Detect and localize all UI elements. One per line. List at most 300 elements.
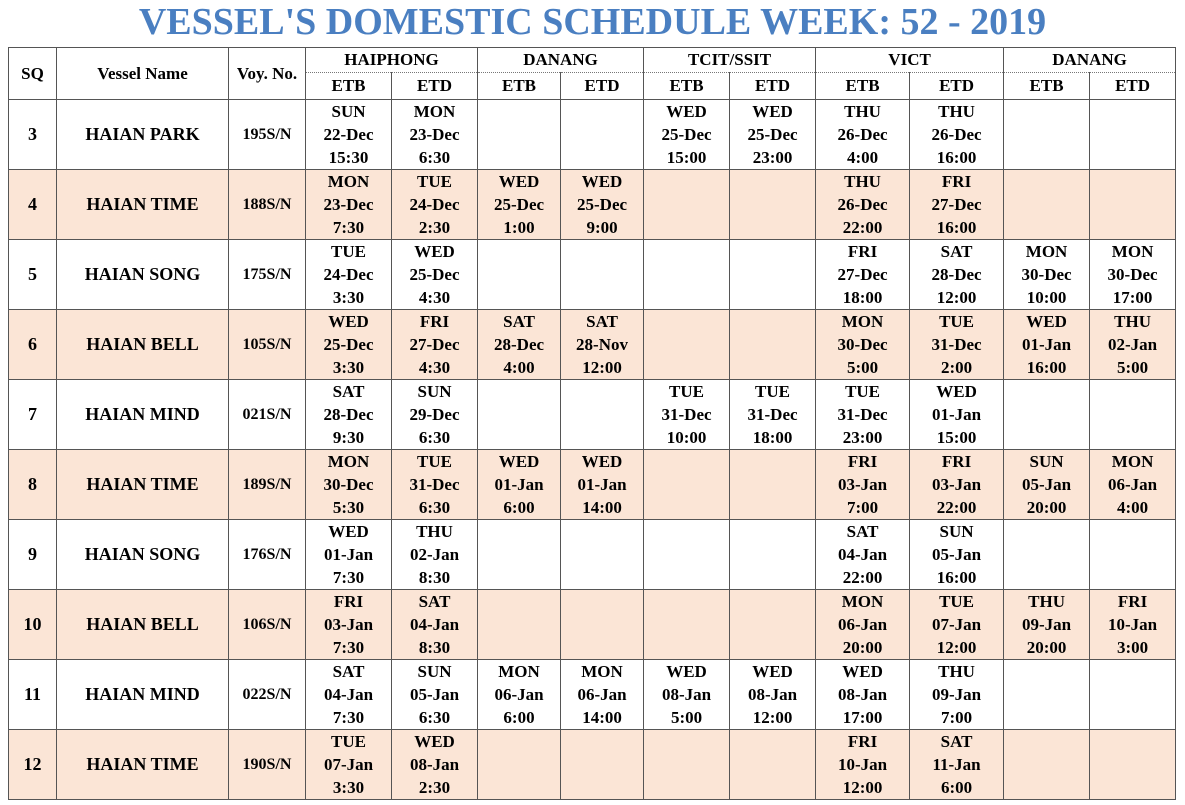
- schedule-cell: [730, 590, 816, 660]
- cell-date: 08-Jan: [747, 685, 798, 704]
- cell-time: 16:00: [936, 218, 977, 237]
- cell-day: MON: [841, 312, 884, 331]
- cell-date: 06-Jan: [1108, 475, 1158, 494]
- cell-time: 23:00: [842, 428, 883, 447]
- schedule-cell: [561, 380, 644, 450]
- cell-date: 30-Dec: [1021, 265, 1072, 284]
- row-sq: 10: [9, 590, 57, 660]
- row-voyage-no: 188S/N: [229, 170, 306, 240]
- row-vessel-name: HAIAN BELL: [57, 590, 229, 660]
- cell-time: 7:30: [332, 568, 365, 587]
- schedule-cell: [561, 450, 644, 520]
- cell-time: 10:00: [666, 428, 707, 447]
- schedule-cell: [478, 100, 561, 170]
- cell-date: 06-Jan: [494, 685, 544, 704]
- row-vessel-name: HAIAN TIME: [57, 170, 229, 240]
- cell-day: TUE: [417, 172, 452, 191]
- schedule-cell: [561, 240, 644, 310]
- cell-time: 16:00: [936, 148, 977, 167]
- cell-time: 2:30: [418, 218, 451, 237]
- cell-day: MON: [581, 662, 623, 681]
- cell-day: WED: [842, 662, 883, 681]
- cell-date: 05-Jan: [409, 685, 460, 704]
- cell-day: WED: [666, 662, 707, 681]
- schedule-cell: [306, 520, 392, 590]
- schedule-cell: [478, 170, 561, 240]
- schedule-cell: [816, 310, 910, 380]
- schedule-cell: [910, 730, 1004, 800]
- row-vessel-name: HAIAN SONG: [57, 520, 229, 590]
- cell-time: 7:30: [332, 708, 365, 727]
- cell-date: 07-Jan: [931, 615, 982, 634]
- cell-day: THU: [844, 172, 881, 191]
- cell-day: MON: [413, 102, 456, 121]
- header-etb: ETB: [478, 73, 561, 100]
- schedule-cell: [1090, 240, 1176, 310]
- cell-date: 23-Dec: [409, 125, 460, 144]
- cell-date: 27-Dec: [409, 335, 460, 354]
- cell-time: 6:30: [418, 498, 451, 517]
- header-vessel-name: Vessel Name: [57, 48, 229, 100]
- row-sq: 8: [9, 450, 57, 520]
- cell-date: 08-Jan: [837, 685, 888, 704]
- header-etd: ETD: [910, 73, 1004, 100]
- cell-date: 31-Dec: [409, 475, 460, 494]
- schedule-cell: [644, 380, 730, 450]
- row-voyage-no: 106S/N: [229, 590, 306, 660]
- schedule-cell: [392, 660, 478, 730]
- schedule-cell: [1004, 100, 1090, 170]
- schedule-cell: [478, 240, 561, 310]
- schedule-cell: [644, 590, 730, 660]
- schedule-body: [9, 100, 1176, 800]
- header-voyage-no: Voy. No.: [229, 48, 306, 100]
- header-etb: ETB: [816, 73, 910, 100]
- cell-date: 27-Dec: [837, 265, 888, 284]
- schedule-cell: [1090, 450, 1176, 520]
- page-title: VESSEL'S DOMESTIC SCHEDULE WEEK: 52 - 2019: [138, 1, 1047, 43]
- table-row: [9, 730, 1176, 800]
- schedule-cell: [644, 240, 730, 310]
- row-sq: 7: [9, 380, 57, 450]
- schedule-cell: [816, 170, 910, 240]
- cell-date: 25-Dec: [494, 195, 545, 214]
- cell-day: WED: [581, 452, 623, 471]
- cell-time: 22:00: [842, 568, 883, 587]
- row-voyage-no: 022S/N: [229, 660, 306, 730]
- cell-day: SUN: [417, 382, 452, 401]
- header-etb: ETB: [644, 73, 730, 100]
- cell-date: 02-Jan: [409, 545, 460, 564]
- row-sq: 5: [9, 240, 57, 310]
- schedule-cell: [816, 240, 910, 310]
- cell-time: 12:00: [752, 708, 793, 727]
- row-vessel-name: HAIAN MIND: [57, 380, 229, 450]
- cell-day: SUN: [1029, 452, 1064, 471]
- cell-day: TUE: [669, 382, 705, 401]
- schedule-cell: [561, 100, 644, 170]
- schedule-cell: [816, 660, 910, 730]
- schedule-cell: [478, 730, 561, 800]
- cell-time: 5:30: [332, 498, 365, 517]
- cell-date: 04-Jan: [409, 615, 460, 634]
- cell-time: 4:30: [418, 358, 451, 377]
- cell-day: THU: [938, 662, 975, 681]
- schedule-cell: [561, 590, 644, 660]
- cell-day: MON: [1111, 242, 1154, 261]
- cell-time: 16:00: [936, 568, 977, 587]
- schedule-cell: [644, 170, 730, 240]
- cell-date: 31-Dec: [747, 405, 798, 424]
- cell-date: 30-Dec: [837, 335, 888, 354]
- schedule-cell: [392, 240, 478, 310]
- cell-time: 10:00: [1026, 288, 1067, 307]
- cell-time: 7:30: [332, 218, 365, 237]
- cell-day: MON: [1111, 452, 1154, 471]
- cell-day: WED: [666, 102, 707, 121]
- cell-date: 24-Dec: [409, 195, 460, 214]
- cell-date: 09-Jan: [1022, 615, 1072, 634]
- schedule-cell: [1004, 590, 1090, 660]
- schedule-cell: [910, 100, 1004, 170]
- cell-day: TUE: [331, 732, 366, 751]
- cell-day: THU: [844, 102, 881, 121]
- cell-day: TUE: [331, 242, 366, 261]
- row-sq: 12: [9, 730, 57, 800]
- cell-time: 22:00: [936, 498, 977, 517]
- table-row: [9, 240, 1176, 310]
- cell-date: 10-Jan: [837, 755, 888, 774]
- cell-day: SAT: [940, 242, 973, 261]
- cell-time: 1:00: [503, 218, 535, 237]
- cell-day: SUN: [331, 102, 366, 121]
- cell-time: 6:30: [418, 148, 451, 167]
- cell-day: TUE: [939, 592, 975, 611]
- schedule-cell: [644, 520, 730, 590]
- table-row: [9, 310, 1176, 380]
- cell-day: FRI: [847, 242, 878, 261]
- row-sq: 3: [9, 100, 57, 170]
- cell-day: MON: [327, 172, 370, 191]
- schedule-cell: [1004, 380, 1090, 450]
- cell-day: THU: [938, 102, 975, 121]
- schedule-cell: [644, 100, 730, 170]
- cell-date: 10-Jan: [1108, 615, 1158, 634]
- cell-date: 05-Jan: [1022, 475, 1072, 494]
- schedule-cell: [561, 730, 644, 800]
- schedule-cell: [816, 590, 910, 660]
- header-etd: ETD: [730, 73, 816, 100]
- row-voyage-no: 189S/N: [229, 450, 306, 520]
- cell-time: 7:00: [846, 498, 879, 517]
- cell-date: 04-Jan: [837, 545, 888, 564]
- schedule-cell: [306, 590, 392, 660]
- cell-time: 4:00: [846, 148, 879, 167]
- cell-day: TUE: [417, 452, 452, 471]
- cell-time: 14:00: [582, 498, 622, 517]
- schedule-cell: [478, 660, 561, 730]
- cell-time: 12:00: [842, 778, 883, 797]
- row-voyage-no: 195S/N: [229, 100, 306, 170]
- schedule-cell: [730, 170, 816, 240]
- cell-day: WED: [498, 452, 540, 471]
- cell-time: 6:30: [418, 708, 451, 727]
- row-sq: 6: [9, 310, 57, 380]
- schedule-cell: [1090, 380, 1176, 450]
- header-port-haiphong: HAIPHONG: [306, 48, 478, 73]
- header-port-vict: VICT: [816, 48, 1004, 73]
- schedule-cell: [478, 520, 561, 590]
- schedule-cell: [392, 520, 478, 590]
- schedule-cell: [1090, 520, 1176, 590]
- cell-time: 20:00: [1026, 498, 1067, 517]
- header-etb: ETB: [1004, 73, 1090, 100]
- schedule-cell: [1090, 100, 1176, 170]
- cell-day: SAT: [586, 312, 618, 331]
- cell-time: 3:30: [332, 288, 365, 307]
- cell-time: 8:30: [418, 638, 451, 657]
- cell-time: 9:30: [332, 428, 365, 447]
- header-etd: ETD: [561, 73, 644, 100]
- row-voyage-no: 175S/N: [229, 240, 306, 310]
- cell-date: 25-Dec: [323, 335, 374, 354]
- cell-day: MON: [327, 452, 370, 471]
- cell-time: 23:00: [752, 148, 793, 167]
- cell-date: 30-Dec: [1107, 265, 1158, 284]
- cell-date: 31-Dec: [661, 405, 712, 424]
- schedule-cell: [730, 730, 816, 800]
- schedule-cell: [816, 520, 910, 590]
- cell-time: 15:00: [666, 148, 707, 167]
- cell-day: THU: [1028, 592, 1065, 611]
- cell-day: SAT: [332, 662, 365, 681]
- cell-time: 3:00: [1116, 638, 1149, 657]
- cell-date: 03-Jan: [837, 475, 888, 494]
- cell-time: 6:00: [503, 498, 535, 517]
- cell-day: FRI: [941, 172, 972, 191]
- cell-time: 9:00: [586, 218, 618, 237]
- schedule-cell: [910, 450, 1004, 520]
- schedule-cell: [730, 310, 816, 380]
- cell-day: SUN: [417, 662, 452, 681]
- cell-date: 31-Dec: [837, 405, 888, 424]
- schedule-cell: [730, 100, 816, 170]
- cell-day: WED: [498, 172, 540, 191]
- cell-date: 25-Dec: [409, 265, 460, 284]
- schedule-cell: [392, 100, 478, 170]
- cell-day: WED: [581, 172, 623, 191]
- schedule-cell: [392, 310, 478, 380]
- cell-date: 23-Dec: [323, 195, 374, 214]
- cell-time: 18:00: [842, 288, 883, 307]
- cell-day: WED: [752, 102, 793, 121]
- cell-date: 28-Dec: [323, 405, 374, 424]
- schedule-cell: [478, 590, 561, 660]
- cell-day: FRI: [847, 732, 878, 751]
- cell-time: 4:00: [503, 358, 535, 377]
- cell-date: 03-Jan: [931, 475, 982, 494]
- cell-day: FRI: [847, 452, 878, 471]
- row-vessel-name: HAIAN MIND: [57, 660, 229, 730]
- cell-day: TUE: [939, 312, 975, 331]
- schedule-cell: [730, 380, 816, 450]
- cell-date: 06-Jan: [837, 615, 888, 634]
- cell-time: 15:00: [936, 428, 977, 447]
- row-vessel-name: HAIAN BELL: [57, 310, 229, 380]
- cell-day: WED: [414, 242, 455, 261]
- cell-time: 6:00: [940, 778, 973, 797]
- schedule-cell: [478, 380, 561, 450]
- cell-date: 08-Jan: [661, 685, 712, 704]
- schedule-cell: [1090, 730, 1176, 800]
- schedule-cell: [910, 240, 1004, 310]
- header-port-tcit-ssit: TCIT/SSIT: [644, 48, 816, 73]
- cell-time: 20:00: [842, 638, 883, 657]
- cell-time: 8:30: [418, 568, 451, 587]
- schedule-cell: [730, 520, 816, 590]
- cell-date: 03-Jan: [323, 615, 374, 634]
- schedule-cell: [306, 100, 392, 170]
- cell-date: 01-Jan: [1022, 335, 1072, 354]
- schedule-cell: [392, 450, 478, 520]
- cell-day: TUE: [845, 382, 881, 401]
- cell-time: 4:00: [1116, 498, 1149, 517]
- cell-date: 26-Dec: [837, 195, 888, 214]
- table-row: [9, 170, 1176, 240]
- cell-day: WED: [1026, 312, 1067, 331]
- cell-time: 3:30: [332, 778, 365, 797]
- cell-time: 5:00: [670, 708, 703, 727]
- row-sq: 4: [9, 170, 57, 240]
- schedule-cell: [644, 450, 730, 520]
- cell-date: 04-Jan: [323, 685, 374, 704]
- cell-time: 7:30: [332, 638, 365, 657]
- cell-date: 11-Jan: [932, 755, 981, 774]
- schedule-cell: [910, 170, 1004, 240]
- row-vessel-name: HAIAN TIME: [57, 450, 229, 520]
- cell-date: 25-Dec: [661, 125, 712, 144]
- cell-day: FRI: [419, 312, 450, 331]
- cell-day: WED: [414, 732, 455, 751]
- cell-day: THU: [1114, 312, 1151, 331]
- row-voyage-no: 021S/N: [229, 380, 306, 450]
- table-row: [9, 380, 1176, 450]
- cell-day: SAT: [940, 732, 973, 751]
- header-port-danang-1: DANANG: [478, 48, 644, 73]
- row-vessel-name: HAIAN TIME: [57, 730, 229, 800]
- schedule-cell: [644, 310, 730, 380]
- cell-date: 01-Jan: [931, 405, 982, 424]
- cell-date: 28-Dec: [494, 335, 545, 354]
- cell-date: 01-Jan: [494, 475, 544, 494]
- schedule-cell: [816, 450, 910, 520]
- schedule-cell: [306, 450, 392, 520]
- cell-date: 25-Dec: [747, 125, 798, 144]
- cell-day: MON: [841, 592, 884, 611]
- header-sq: SQ: [9, 48, 57, 100]
- cell-date: 26-Dec: [931, 125, 982, 144]
- cell-time: 4:30: [418, 288, 451, 307]
- schedule-cell: [644, 730, 730, 800]
- schedule-cell: [816, 100, 910, 170]
- row-voyage-no: 190S/N: [229, 730, 306, 800]
- table-row: [9, 660, 1176, 730]
- cell-date: 22-Dec: [323, 125, 374, 144]
- cell-time: 22:00: [842, 218, 883, 237]
- cell-date: 29-Dec: [409, 405, 460, 424]
- schedule-cell: [561, 520, 644, 590]
- cell-day: SAT: [418, 592, 451, 611]
- cell-date: 07-Jan: [323, 755, 374, 774]
- schedule-cell: [730, 240, 816, 310]
- cell-date: 27-Dec: [931, 195, 982, 214]
- cell-date: 24-Dec: [323, 265, 374, 284]
- cell-time: 16:00: [1026, 358, 1067, 377]
- schedule-cell: [392, 170, 478, 240]
- schedule-cell: [1090, 660, 1176, 730]
- schedule-cell: [1004, 310, 1090, 380]
- schedule-cell: [1004, 730, 1090, 800]
- row-sq: 9: [9, 520, 57, 590]
- cell-time: 6:30: [418, 428, 451, 447]
- cell-day: SAT: [846, 522, 879, 541]
- table-row: [9, 450, 1176, 520]
- schedule-cell: [1090, 310, 1176, 380]
- header-etd: ETD: [392, 73, 478, 100]
- schedule-cell: [910, 380, 1004, 450]
- schedule-cell: [306, 310, 392, 380]
- schedule-cell: [306, 730, 392, 800]
- cell-day: SAT: [503, 312, 535, 331]
- cell-day: WED: [752, 662, 793, 681]
- cell-day: WED: [328, 312, 369, 331]
- schedule-cell: [1004, 450, 1090, 520]
- cell-day: SUN: [939, 522, 974, 541]
- schedule-cell: [392, 380, 478, 450]
- cell-time: 15:30: [328, 148, 369, 167]
- cell-date: 01-Jan: [323, 545, 374, 564]
- schedule-cell: [478, 450, 561, 520]
- row-vessel-name: HAIAN PARK: [57, 100, 229, 170]
- cell-date: 01-Jan: [577, 475, 627, 494]
- cell-day: TUE: [755, 382, 791, 401]
- schedule-cell: [392, 590, 478, 660]
- cell-day: WED: [936, 382, 977, 401]
- cell-date: 28-Nov: [576, 335, 628, 354]
- cell-date: 05-Jan: [931, 545, 982, 564]
- cell-date: 26-Dec: [837, 125, 888, 144]
- cell-date: 06-Jan: [577, 685, 627, 704]
- cell-time: 12:00: [936, 288, 977, 307]
- schedule-cell: [561, 170, 644, 240]
- schedule-cell: [910, 590, 1004, 660]
- cell-date: 08-Jan: [409, 755, 460, 774]
- table-row: [9, 520, 1176, 590]
- row-voyage-no: 176S/N: [229, 520, 306, 590]
- schedule-cell: [306, 240, 392, 310]
- schedule-cell: [910, 520, 1004, 590]
- cell-time: 3:30: [332, 358, 365, 377]
- schedule-cell: [730, 450, 816, 520]
- cell-time: 6:00: [503, 708, 535, 727]
- row-sq: 11: [9, 660, 57, 730]
- cell-date: 02-Jan: [1108, 335, 1158, 354]
- cell-time: 12:00: [582, 358, 622, 377]
- schedule-cell: [816, 380, 910, 450]
- schedule-cell: [306, 660, 392, 730]
- cell-date: 09-Jan: [931, 685, 982, 704]
- schedule-cell: [1090, 170, 1176, 240]
